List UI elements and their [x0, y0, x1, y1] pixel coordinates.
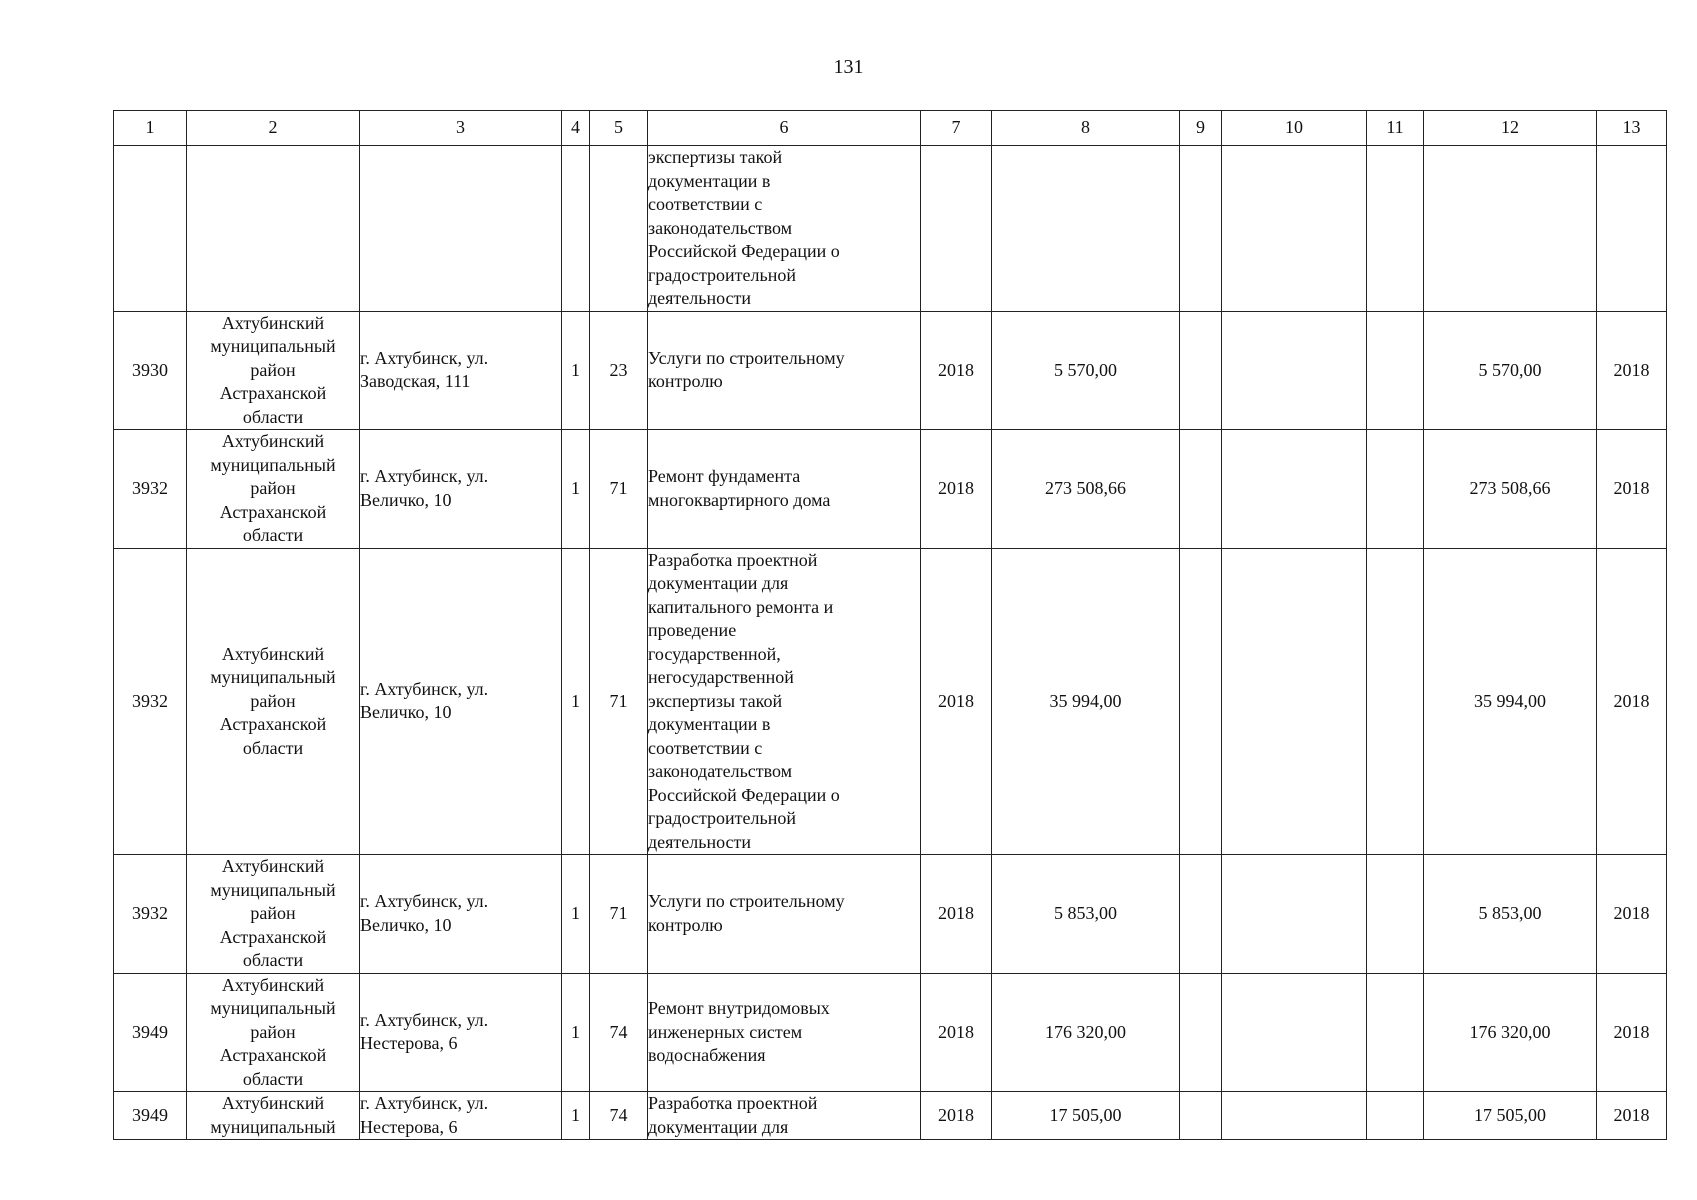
- col-4-value-cell: 1: [562, 548, 590, 855]
- address-line: г. Ахтубинск, ул.: [360, 678, 489, 699]
- col-10-value-cell: [1222, 146, 1367, 312]
- address-cell: [360, 311, 562, 430]
- cost-cell: 35 994,00: [992, 548, 1180, 855]
- end-year-cell: 2018: [1597, 311, 1667, 430]
- work-description-line: Ремонт внутридомовых: [648, 998, 830, 1018]
- year-cell: 2018: [921, 430, 992, 549]
- municipality-line: Ахтубинский: [221, 974, 325, 995]
- municipality-line: области: [242, 406, 304, 427]
- col-4-value-cell: 1: [562, 855, 590, 974]
- col-5-value-cell: [590, 146, 648, 312]
- column-header-1: 1: [114, 111, 187, 146]
- work-description-line: документации для: [648, 573, 789, 593]
- end-year-cell: 2018: [1597, 430, 1667, 549]
- work-description-line: негосударственной: [648, 667, 794, 687]
- work-description-line: капитального ремонта и: [648, 596, 834, 617]
- work-description-cell: [648, 548, 921, 855]
- col-4-value-cell: 1: [562, 973, 590, 1092]
- total-cost-cell: 273 508,66: [1424, 430, 1597, 549]
- municipality-line: Ахтубинский: [221, 431, 325, 451]
- address-line: Величко, 10: [360, 914, 452, 935]
- row-number-cell: 3932: [114, 548, 187, 855]
- address-cell: [360, 1092, 562, 1140]
- address-line: г. Ахтубинск, ул.: [360, 1093, 489, 1113]
- municipality-line: район: [250, 903, 296, 923]
- work-description-line: водоснабжения: [648, 1045, 766, 1065]
- column-header-8: 8: [992, 111, 1180, 146]
- municipality-cell: [187, 430, 360, 549]
- column-header-9: 9: [1180, 111, 1222, 146]
- row-number-cell: 3932: [114, 855, 187, 974]
- municipality-line: Астраханской: [219, 714, 327, 734]
- column-header-5: 5: [590, 111, 648, 146]
- municipality-line: муниципальный: [210, 454, 336, 475]
- address-line: г. Ахтубинск, ул.: [360, 891, 489, 912]
- address-line: г. Ахтубинск, ул.: [360, 347, 489, 368]
- municipality-line: Астраханской: [219, 501, 327, 522]
- work-description-line: документации для: [648, 1116, 789, 1137]
- column-header-10: 10: [1222, 111, 1367, 146]
- work-description-line: законодательством: [648, 761, 793, 781]
- municipality-line: Астраханской: [219, 383, 327, 403]
- municipality-cell: [187, 1092, 360, 1140]
- column-header-11: 11: [1367, 111, 1424, 146]
- address-line: Величко, 10: [360, 489, 452, 510]
- column-header-3: 3: [360, 111, 562, 146]
- work-description-line: экспертизы такой: [648, 147, 783, 167]
- municipality-line: муниципальный: [210, 667, 336, 687]
- work-description-line: документации в: [648, 170, 771, 191]
- table-row: [114, 430, 1667, 549]
- municipality-line: район: [250, 478, 296, 498]
- year-cell: 2018: [921, 973, 992, 1092]
- col-11-value-cell: [1367, 146, 1424, 312]
- col-4-value-cell: 1: [562, 311, 590, 430]
- cost-cell: 5 570,00: [992, 311, 1180, 430]
- page-number: 131: [833, 56, 864, 78]
- col-9-value-cell: [1180, 548, 1222, 855]
- address-line: г. Ахтубинск, ул.: [360, 466, 489, 487]
- year-cell: [921, 146, 992, 312]
- work-description-line: градостроительной: [648, 264, 796, 285]
- work-description-line: документации в: [648, 714, 771, 734]
- municipality-cell: [187, 311, 360, 430]
- col-5-value-cell: 71: [590, 430, 648, 549]
- col-9-value-cell: [1180, 1092, 1222, 1140]
- end-year-cell: [1597, 146, 1667, 312]
- column-header-13: 13: [1597, 111, 1667, 146]
- end-year-cell: 2018: [1597, 855, 1667, 974]
- capital-repair-table: [113, 110, 1667, 1140]
- address-line: г. Ахтубинск, ул.: [360, 1009, 489, 1030]
- address-cell: [360, 430, 562, 549]
- work-description-line: Российской Федерации о: [648, 241, 840, 261]
- col-9-value-cell: [1180, 430, 1222, 549]
- municipality-line: области: [242, 525, 304, 545]
- work-description-cell: [648, 1092, 921, 1140]
- table-row: [114, 855, 1667, 974]
- column-header-4: 4: [562, 111, 590, 146]
- table-row: [114, 548, 1667, 855]
- table-body: [114, 146, 1667, 1140]
- cost-cell: 17 505,00: [992, 1092, 1180, 1140]
- col-4-value-cell: 1: [562, 430, 590, 549]
- table-row: [114, 311, 1667, 430]
- municipality-cell: [187, 855, 360, 974]
- table-row: [114, 973, 1667, 1092]
- col-5-value-cell: 71: [590, 548, 648, 855]
- column-header-6: 6: [648, 111, 921, 146]
- row-number-cell: 3932: [114, 430, 187, 549]
- total-cost-cell: 35 994,00: [1424, 548, 1597, 855]
- total-cost-cell: [1424, 146, 1597, 312]
- address-line: Заводская, 111: [360, 371, 471, 392]
- row-number-cell: [114, 146, 187, 312]
- municipality-line: области: [242, 950, 304, 970]
- work-description-line: соответствии с: [648, 737, 763, 758]
- work-description-line: Разработка проектной: [648, 549, 818, 570]
- col-4-value-cell: 1: [562, 1092, 590, 1140]
- col-5-value-cell: 71: [590, 855, 648, 974]
- work-description-line: проведение: [648, 620, 737, 640]
- end-year-cell: 2018: [1597, 973, 1667, 1092]
- column-header-2: 2: [187, 111, 360, 146]
- col-11-value-cell: [1367, 1092, 1424, 1140]
- row-number-cell: 3949: [114, 973, 187, 1092]
- total-cost-cell: 5 853,00: [1424, 855, 1597, 974]
- col-11-value-cell: [1367, 973, 1424, 1092]
- address-cell: [360, 548, 562, 855]
- work-description-line: экспертизы такой: [648, 690, 783, 711]
- year-cell: 2018: [921, 1092, 992, 1140]
- table-row: [114, 1092, 1667, 1140]
- total-cost-cell: 17 505,00: [1424, 1092, 1597, 1140]
- col-9-value-cell: [1180, 311, 1222, 430]
- work-description-cell: [648, 973, 921, 1092]
- work-description-line: Российской Федерации о: [648, 784, 840, 805]
- table-row: [114, 146, 1667, 312]
- municipality-line: области: [242, 1068, 304, 1089]
- work-description-line: контролю: [648, 371, 723, 392]
- column-header-7: 7: [921, 111, 992, 146]
- work-description-line: деятельности: [648, 831, 752, 852]
- municipality-line: район: [250, 690, 296, 711]
- year-cell: 2018: [921, 855, 992, 974]
- work-description-line: градостроительной: [648, 808, 796, 828]
- work-description-line: Услуги по строительному: [648, 891, 845, 912]
- col-10-value-cell: [1222, 311, 1367, 430]
- col-11-value-cell: [1367, 855, 1424, 974]
- column-header-12: 12: [1424, 111, 1597, 146]
- municipality-line: Ахтубинский: [221, 643, 325, 664]
- col-11-value-cell: [1367, 548, 1424, 855]
- year-cell: 2018: [921, 548, 992, 855]
- work-description-cell: [648, 855, 921, 974]
- year-cell: 2018: [921, 311, 992, 430]
- municipality-line: Ахтубинский: [221, 856, 325, 876]
- address-cell: [360, 973, 562, 1092]
- cost-cell: 176 320,00: [992, 973, 1180, 1092]
- municipality-line: Астраханской: [219, 926, 327, 947]
- cost-cell: [992, 146, 1180, 312]
- municipality-line: муниципальный: [210, 1116, 336, 1137]
- cost-cell: 5 853,00: [992, 855, 1180, 974]
- work-description-line: инженерных систем: [648, 1021, 803, 1042]
- col-10-value-cell: [1222, 855, 1367, 974]
- municipality-line: район: [250, 1021, 296, 1042]
- work-description-cell: [648, 430, 921, 549]
- total-cost-cell: 5 570,00: [1424, 311, 1597, 430]
- row-number-cell: 3949: [114, 1092, 187, 1140]
- municipality-cell: [187, 146, 360, 312]
- work-description-cell: [648, 146, 921, 312]
- address-cell: [360, 146, 562, 312]
- total-cost-cell: 176 320,00: [1424, 973, 1597, 1092]
- work-description-line: деятельности: [648, 288, 752, 308]
- municipality-line: муниципальный: [210, 998, 336, 1018]
- municipality-line: муниципальный: [210, 879, 336, 900]
- work-description-line: Услуги по строительному: [648, 347, 845, 368]
- col-10-value-cell: [1222, 1092, 1367, 1140]
- cost-cell: 273 508,66: [992, 430, 1180, 549]
- address-line: Нестерова, 6: [360, 1116, 458, 1137]
- municipality-line: области: [242, 737, 304, 758]
- end-year-cell: 2018: [1597, 548, 1667, 855]
- work-description-cell: [648, 311, 921, 430]
- work-description-line: Ремонт фундамента: [648, 466, 801, 487]
- work-description-line: государственной,: [648, 643, 781, 664]
- row-number-cell: 3930: [114, 311, 187, 430]
- work-description-line: Разработка проектной: [648, 1093, 818, 1113]
- work-description-line: законодательством: [648, 217, 793, 238]
- column-number-header-row: [114, 111, 1667, 146]
- municipality-line: район: [250, 359, 296, 380]
- municipality-cell: [187, 973, 360, 1092]
- col-11-value-cell: [1367, 430, 1424, 549]
- col-5-value-cell: 74: [590, 973, 648, 1092]
- end-year-cell: 2018: [1597, 1092, 1667, 1140]
- municipality-line: Ахтубинский: [221, 1093, 325, 1113]
- work-description-line: контролю: [648, 914, 723, 935]
- municipality-line: муниципальный: [210, 336, 336, 356]
- col-10-value-cell: [1222, 973, 1367, 1092]
- address-line: Нестерова, 6: [360, 1033, 458, 1054]
- col-11-value-cell: [1367, 311, 1424, 430]
- work-description-line: соответствии с: [648, 194, 763, 214]
- municipality-line: Астраханской: [219, 1045, 327, 1065]
- col-9-value-cell: [1180, 973, 1222, 1092]
- col-10-value-cell: [1222, 430, 1367, 549]
- address-cell: [360, 855, 562, 974]
- municipality-line: Ахтубинский: [221, 312, 325, 333]
- address-line: Величко, 10: [360, 702, 452, 723]
- col-9-value-cell: [1180, 855, 1222, 974]
- col-5-value-cell: 74: [590, 1092, 648, 1140]
- col-9-value-cell: [1180, 146, 1222, 312]
- work-description-line: многоквартирного дома: [648, 489, 831, 510]
- municipality-cell: [187, 548, 360, 855]
- col-4-value-cell: [562, 146, 590, 312]
- col-10-value-cell: [1222, 548, 1367, 855]
- col-5-value-cell: 23: [590, 311, 648, 430]
